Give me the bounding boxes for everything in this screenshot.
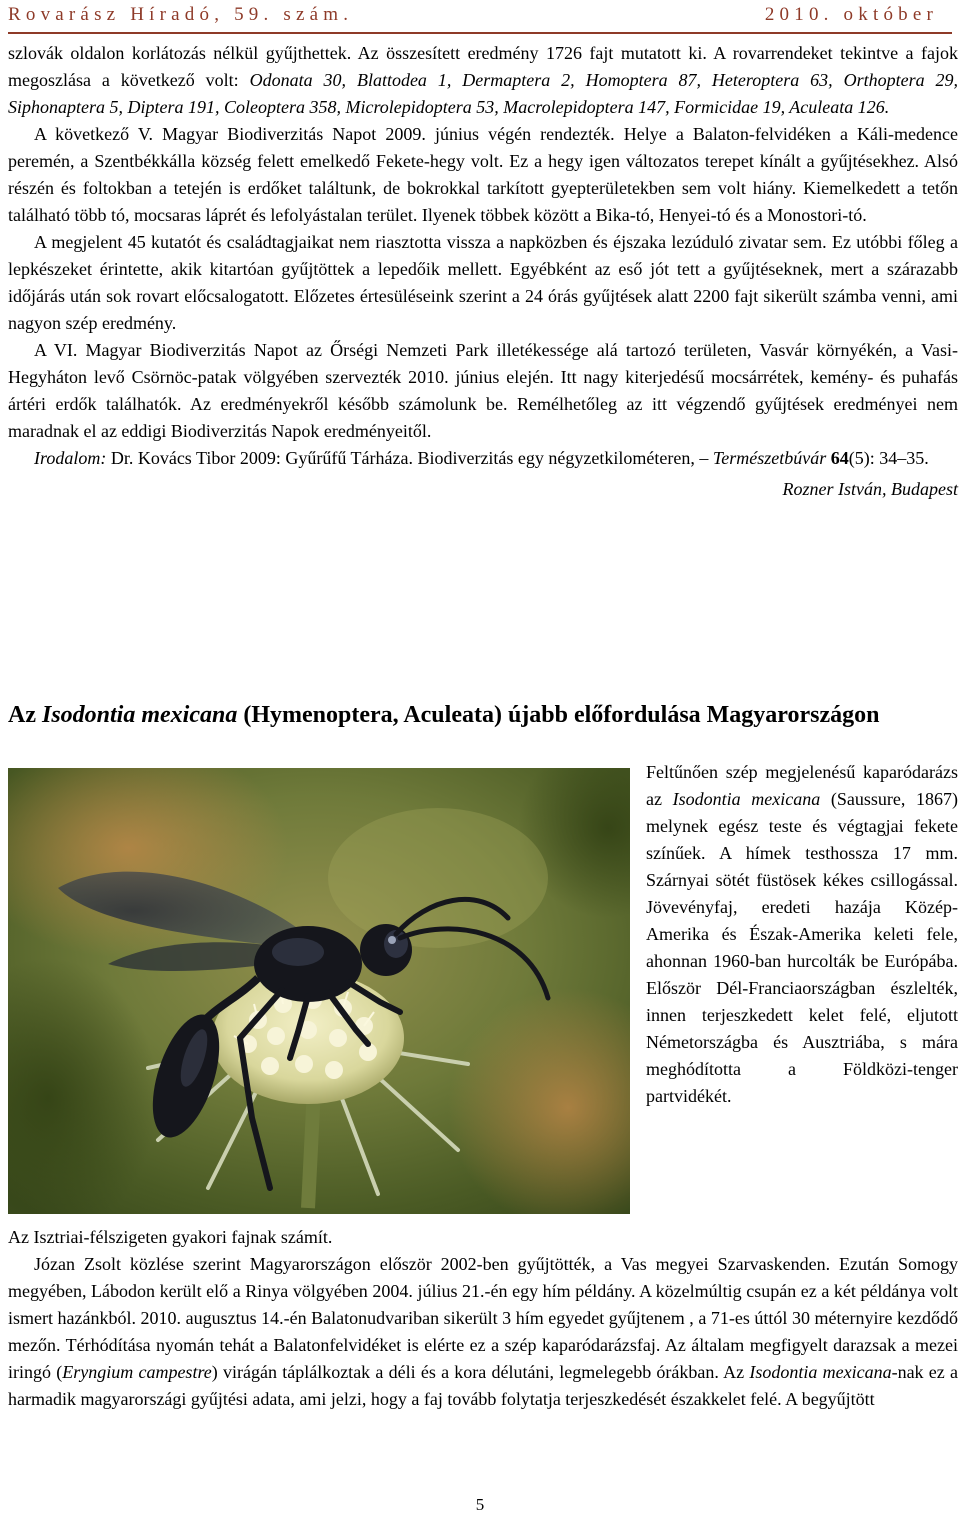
references-label: Irodalom:: [34, 448, 107, 468]
results-paragraph: szlovák oldalon korlátozás nélkül gyűjthettek. Az összesített eredmény 1726 fajt mutatott ki. A rovarrendeket tekintve a fajok megoszlása a következő volt: Odonata 30, Blattodea 1, Dermaptera 2, Homoptera 87, Heteroptera 63, Orthoptera 29, Siphonaptera 5, Diptera 191, Coleoptera 358, Microlepidoptera 53, Macrolepidoptera 147, Formicidae 19, Aculeata 126.: [8, 43, 958, 117]
wrapped-text-column: [646, 759, 958, 1110]
wasp-photo: [8, 768, 630, 1214]
issue-date: 2010. október: [764, 4, 938, 25]
records-paragraph: Józan Zsolt közlése szerint Magyarországon először 2002-ben gyűjtötték, a Vas megyei Szarvaskenden. Ezután Somogy megyében, Lábodon került elő a Rinya völgyében 2004. július 21.-én egy hím példány. A közelmúltig csupán ez a két példánya volt ismert hazánkból. 2010. augusztus 14.-én Balatonudvariban sikerült 3 hím egyedet gyűjtenem , a 71-es úttól 30 méternyire kezdődő mezőn. Térhódítása nyomán tehát a Balatonfelvidéket is elérte ez a szép kaparódarázsfaj. Az általam megfigyelt darazsak a mezei iringó (Eryngium campestre) virágán táplálkoztak a déli és a kora délutáni, legmelegebb órákban. Az Isodontia mexicana-nak ez a harmadik magyarországi gyűjtési adata, ami jelzi, hogy a faj tovább folytatja terjeszkedését északkelet felé. A begyűjtött: [8, 1254, 958, 1409]
journal-volume: 64: [830, 448, 849, 468]
previous-article-body: [8, 40, 958, 503]
running-header: [8, 4, 938, 30]
description-paragraph: Feltűnően szép megjelenésű kaparódarázs az Isodontia mexicana (Saussure, 1867) melynek egész teste és végtagjai fekete színűek. A hímek testhossza 17 mm. Szárnyai sötét füstösek kékes csillogással. Jövevényfaj, eredeti hazája Közép-Amerika és Észak-Amerika keleti fele, ahonnan 1960-ban hurcolták be Európába. Először Dél-Franciaországban észlelték, innen terjeszkedett kelet felé, eljutott Németországba és Ausztriába, s mára meghódította a Földközi-tenger partvidékét.: [646, 762, 958, 1106]
fifth-day-paragraph: A következő V. Magyar Biodiverzitás Napot 2009. június végén rendezték. Helye a Balaton-felvidéken a Káli-medence peremén, a Szentbékkálla község felett emelkedő Fekete-hegy volt. Ez a hegy igen változatos terepet kínált a gyűjtésekhez. Alsó részén és foltokban a tetején is erdőket találtunk, de bokrokkal tarkított gyepterületekben sem volt hiány. Kiemelkedett a tetőn található több tó, mocsaras láprét és lefolyástalan terület. Ilyenek többek között a Bika-tó, Henyei-tó és a Monostori-tó.: [8, 124, 958, 225]
title-species-name: Isodontia mexicana: [41, 702, 238, 728]
species-name-inline: Isodontia mexicana: [749, 1362, 892, 1382]
continuation-line: Az Isztriai-félszigeten gyakori fajnak számít.: [8, 1227, 333, 1247]
species-name: Isodontia mexicana: [672, 789, 821, 809]
references-paragraph: Irodalom: Dr. Kovács Tibor 2009: Gyűrűfű Tárháza. Biodiverzitás egy négyzetkilométeren, – Természetbúvár 64(5): 34–35.: [34, 448, 929, 468]
article-title: Az Isodontia mexicana (Hymenoptera, Aculeata) újabb előfordulása Magyarországon: [8, 702, 880, 728]
participants-paragraph: A megjelent 45 kutatót és családtagjaikat nem riasztotta vissza a napközben és éjszaka lezúduló zivatar sem. Ez utóbbi főleg a lepkészeket érintette, akik kitartóan gyűjtöttek a lepedőik mellett. Egyébként az eső jót tett a gyűjtéseknek, mert a szárazabb időjárás után sok rovart előcsalogatott. Előzetes értesüléseink szerint a 24 órás gyűjtések alatt 2200 fajt sikerült számba venni, ami nagyon szép eredmény.: [8, 232, 958, 333]
journal-title: Rovarász Híradó, 59. szám.: [8, 4, 354, 25]
wasp-on-flower-image: [8, 768, 630, 1214]
article-body: [8, 1224, 958, 1413]
sixth-day-paragraph: A VI. Magyar Biodiverzitás Napot az Őrségi Nemzeti Park illetékessége alá tartozó területen, Vasvár környékén, a Vasi-Hegyháton levő Csörnöc-patak völgyében szervezték 2010. június elején. Itt nagy kiterjedésű mocsárrétek, kemény- és puhafás ártéri erdők találhatók. Az eredményekről később számolunk be. Remélhetőleg az itt végzendő gyűjtések eredményei nem maradnak el az eddigi Biodiverzitás Napok eredményeitől.: [8, 340, 958, 441]
header-rule: [8, 32, 952, 34]
author-signature: Rozner István, Budapest: [782, 479, 958, 499]
plant-name: Eryngium campestre: [62, 1362, 212, 1382]
journal-name: Természetbúvár: [712, 448, 827, 468]
page-number: 5: [475, 1495, 485, 1514]
